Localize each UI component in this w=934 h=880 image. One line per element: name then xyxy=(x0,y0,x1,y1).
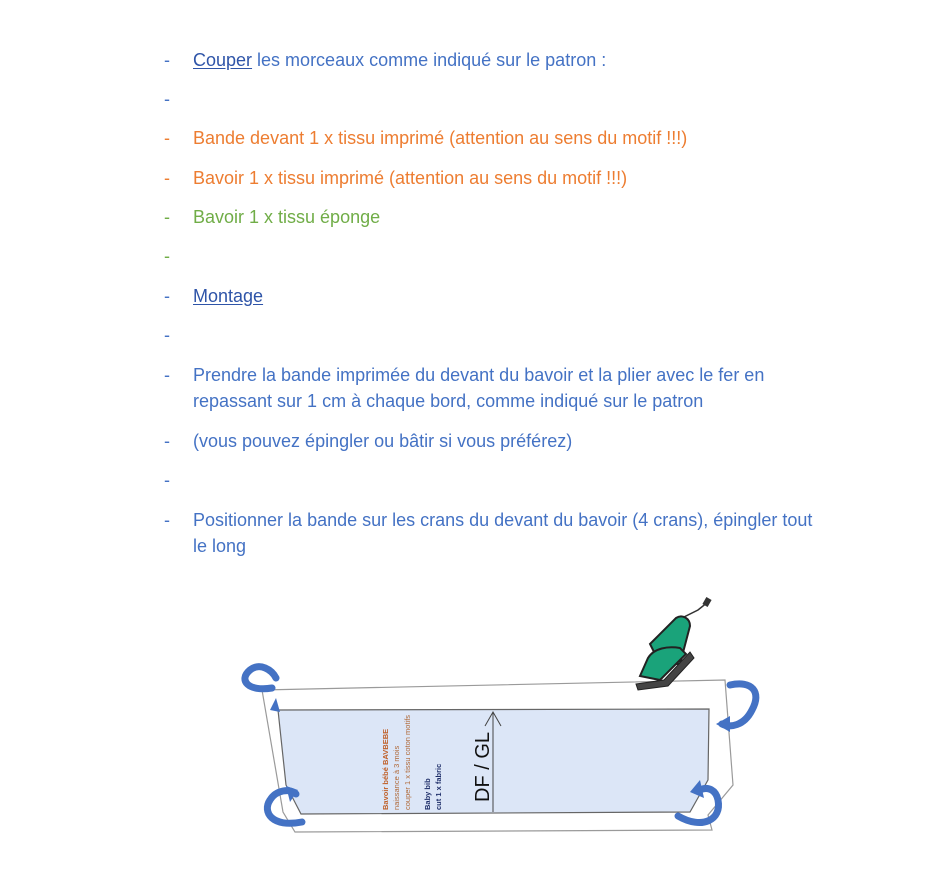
link-montage[interactable]: Montage xyxy=(193,286,264,306)
link-couper[interactable]: Couper xyxy=(193,50,253,70)
bullet-dash: - xyxy=(164,89,170,109)
pattern-size: naissance à 3 mois xyxy=(392,745,401,810)
pattern-cut: couper 1 x tissu coton motifs xyxy=(403,714,412,810)
bullet-dash: - xyxy=(164,246,170,266)
bullet-dash: - xyxy=(164,207,170,227)
grain-label: DF / GL xyxy=(472,731,494,802)
bullet-dash: - xyxy=(164,50,170,70)
bullet-dash: - xyxy=(164,431,170,451)
bullet-dash: - xyxy=(164,510,170,530)
list-item-text: Bande devant 1 x tissu imprimé (attention au sens du motif !!!) xyxy=(193,128,688,148)
diagram-svg xyxy=(0,580,934,875)
pattern-en-title: Baby bib xyxy=(423,778,432,810)
bullet-dash: - xyxy=(164,365,170,385)
bib-band-diagram xyxy=(0,580,934,875)
list-item-text: Bavoir 1 x tissu éponge xyxy=(193,207,381,227)
iron-icon xyxy=(636,597,712,690)
list-item-text: Bavoir 1 x tissu imprimé (attention au sens du motif !!!) xyxy=(193,168,628,188)
list-item-text: Prendre la bande imprimée du devant du bavoir et la plier avec le fer en repassant sur 1 cm à chaque bord, comme indiqué sur le patron xyxy=(193,365,765,411)
fold-arrow-icon xyxy=(245,667,280,712)
list-item-text: Couper les morceaux comme indiqué sur le patron : xyxy=(193,50,607,70)
bullet-dash: - xyxy=(164,168,170,188)
bullet-dash: - xyxy=(164,286,170,306)
pattern-en-cut: cut 1 x fabric xyxy=(434,763,443,810)
list-item-text xyxy=(193,283,813,309)
bullet-dash: - xyxy=(164,325,170,345)
bullet-dash: - xyxy=(164,470,170,490)
list-item-text: (vous pouvez épingler ou bâtir si vous préférez) xyxy=(193,431,573,451)
pattern-title: Bavoir bébé BAVBEBE xyxy=(381,728,390,810)
list-item-text: Positionner la bande sur les crans du devant du bavoir (4 crans), épingler tout le long xyxy=(193,510,813,556)
bullet-dash: - xyxy=(164,128,170,148)
